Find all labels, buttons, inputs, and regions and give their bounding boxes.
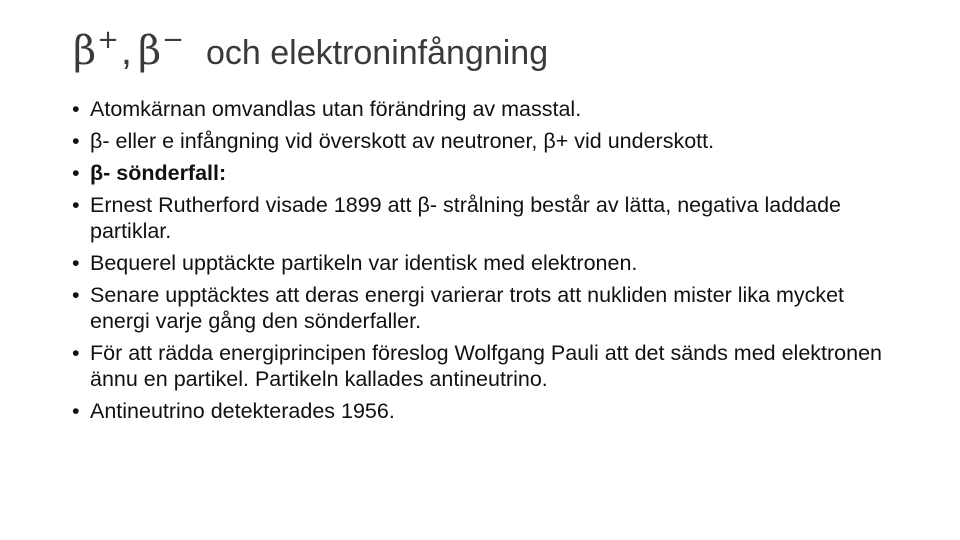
title-beta-minus: β bbox=[138, 28, 162, 74]
title-beta-plus: β bbox=[73, 28, 97, 74]
bullet-text: β- eller e infångning vid överskott av neutroner, β+ vid underskott. bbox=[90, 129, 715, 153]
bullet-list bbox=[72, 96, 892, 430]
bullet-item bbox=[72, 192, 892, 244]
bullet-dot-icon: • bbox=[72, 399, 80, 423]
title-plus-superscript: + bbox=[97, 25, 119, 55]
bullet-text: För att rädda energiprincipen föreslog Wolfgang Pauli att det sänds med elektronen ännu en partikel. Partikeln kallades antineutrino. bbox=[90, 341, 882, 391]
bullet-dot-icon: • bbox=[72, 129, 80, 153]
bullet-text: Ernest Rutherford visade 1899 att β- strålning består av lätta, negativa laddade partiklar. bbox=[90, 193, 841, 243]
bullet-dot-icon: • bbox=[72, 341, 80, 365]
bullet-text: Antineutrino detekterades 1956. bbox=[90, 399, 395, 423]
bullet-item bbox=[72, 160, 892, 186]
slide-title bbox=[73, 25, 549, 88]
title-separator: , bbox=[120, 29, 133, 73]
bullet-dot-icon: • bbox=[72, 161, 80, 185]
bullet-item bbox=[72, 96, 892, 122]
bullet-dot-icon: • bbox=[72, 193, 80, 217]
bullet-item bbox=[72, 340, 892, 392]
bullet-text: Atomkärnan omvandlas utan förändring av masstal. bbox=[90, 97, 582, 121]
bullet-item bbox=[72, 282, 892, 334]
bullet-dot-icon: • bbox=[72, 251, 80, 275]
bullet-item bbox=[72, 250, 892, 276]
bullet-text: Bequerel upptäckte partikeln var identisk med elektronen. bbox=[90, 251, 638, 275]
bullet-dot-icon: • bbox=[72, 283, 80, 307]
title-text: och elektroninfångning bbox=[205, 34, 549, 72]
bullet-dot-icon: • bbox=[72, 97, 80, 121]
bullet-text: Senare upptäcktes att deras energi varierar trots att nukliden mister lika mycket energi varje gång den sönderfaller. bbox=[90, 283, 845, 333]
bullet-item bbox=[72, 128, 892, 154]
bullet-text: β- sönderfall: bbox=[90, 161, 227, 185]
bullet-item bbox=[72, 398, 892, 424]
title-minus-superscript: − bbox=[162, 25, 184, 55]
